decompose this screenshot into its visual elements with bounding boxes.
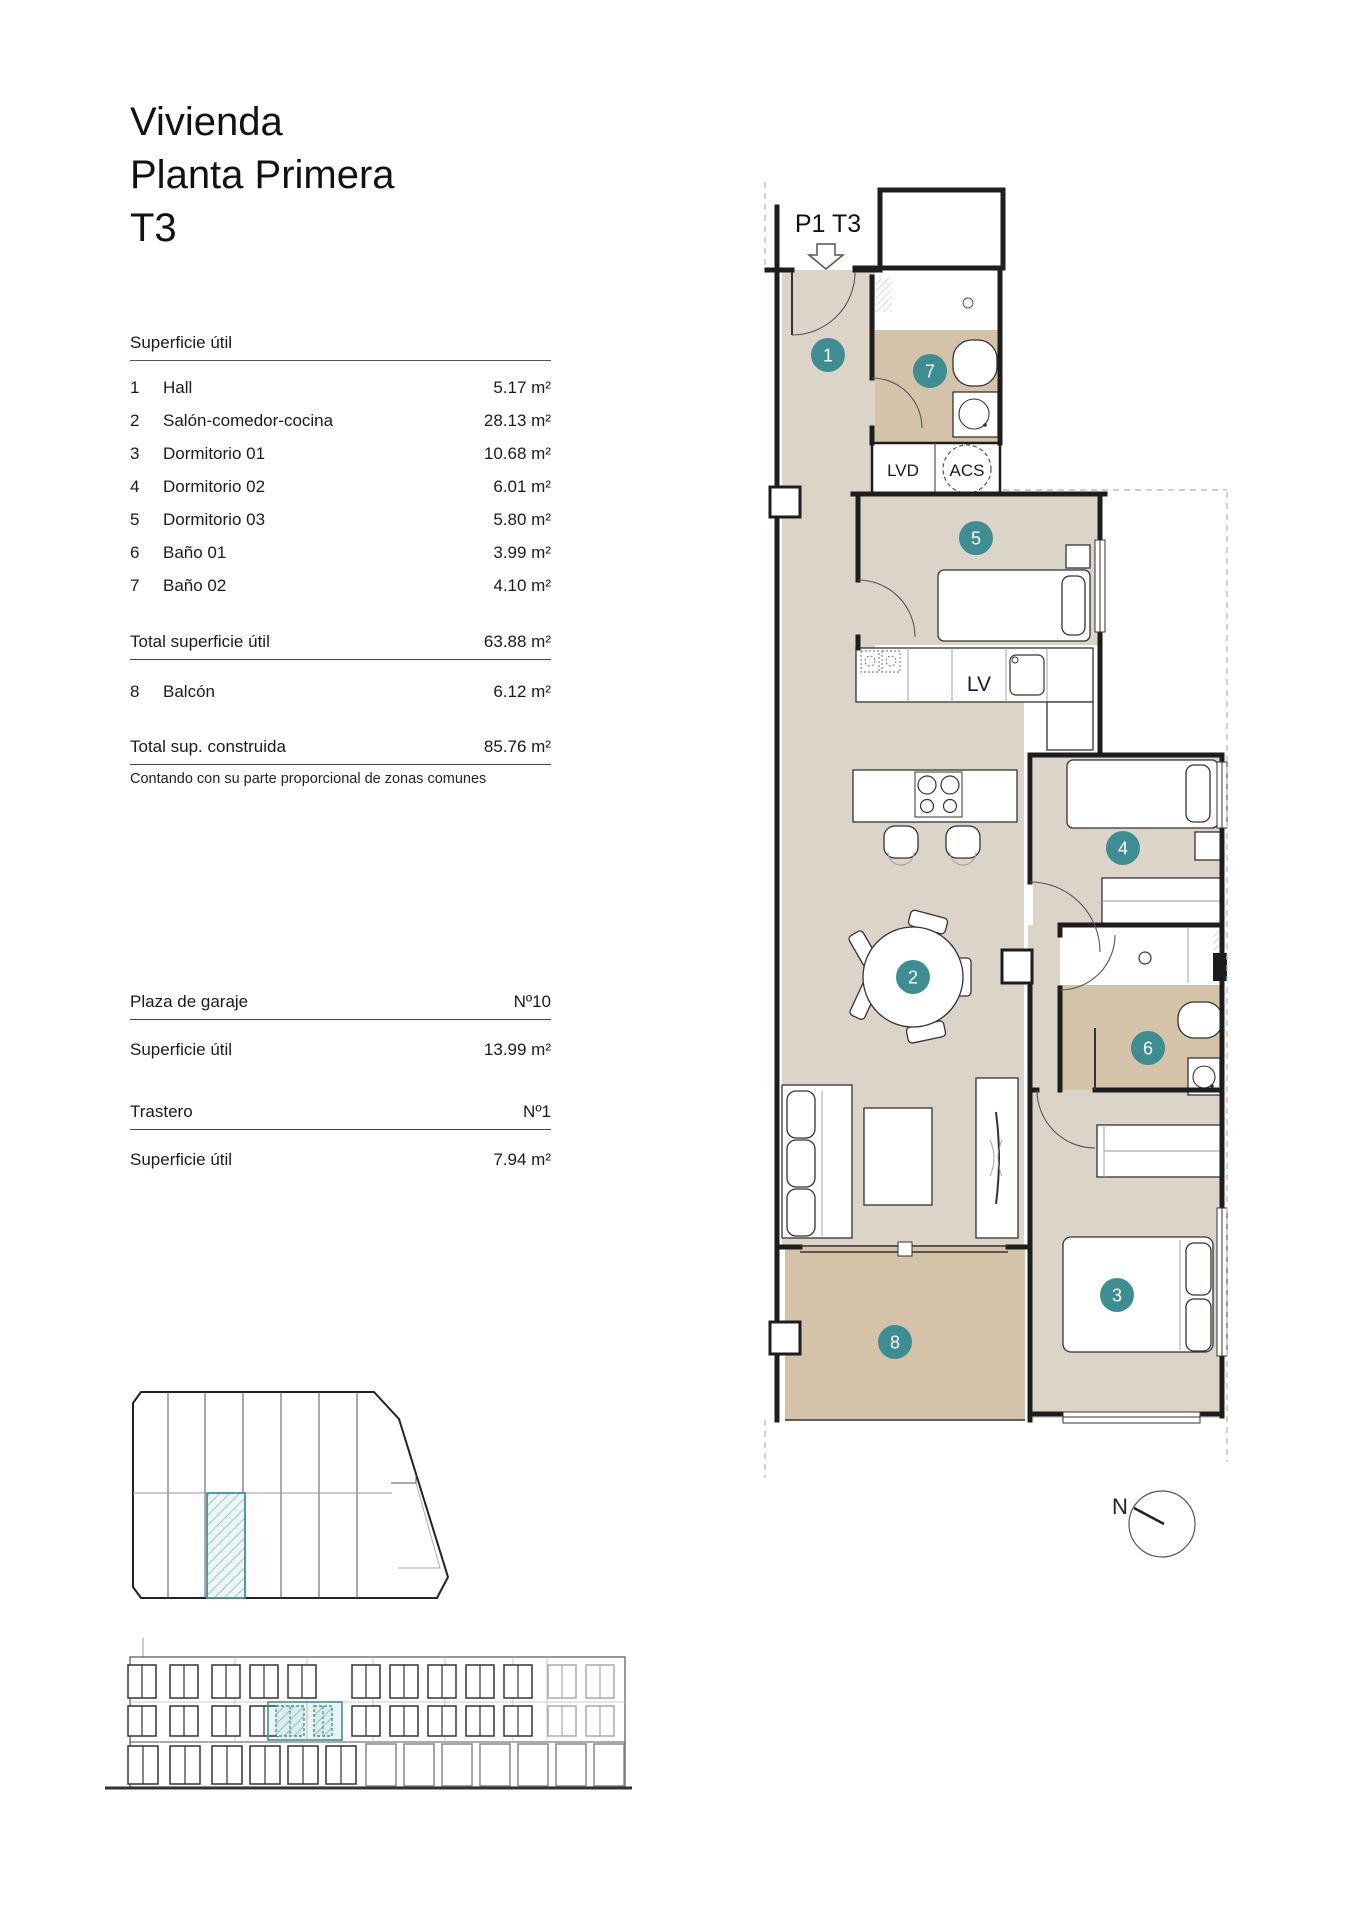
garage-area-value: 13.99 m² (483, 1040, 551, 1059)
lvd-label: LVD (887, 461, 919, 480)
entrance-arrow-icon (809, 244, 843, 269)
north-compass (1112, 1491, 1195, 1557)
bed-dormitorio-01 (1063, 1237, 1213, 1352)
storage-number: Nº1 (523, 1102, 551, 1121)
unit-elevation-highlight (268, 1702, 342, 1740)
svg-text:6: 6 (1142, 1038, 1154, 1059)
storage-area-label: Superficie útil (130, 1150, 233, 1169)
row-name: Baño 01 (163, 543, 227, 562)
svg-text:5: 5 (970, 528, 982, 549)
coffee-table (864, 1108, 932, 1205)
tv-unit (976, 1078, 1018, 1238)
row-name: Balcón (163, 682, 215, 701)
row-name: Dormitorio 03 (163, 510, 266, 529)
room-marker-bano-02 (913, 354, 947, 388)
total-value: 63.88 m² (483, 632, 551, 651)
room-marker-hall (811, 338, 845, 372)
built-area-note: Contando con su parte proporcional de zonas comunes (130, 771, 487, 787)
row-num: 5 (130, 510, 140, 529)
kitchen-sink (1010, 655, 1044, 695)
floor-plan (765, 182, 1227, 1478)
row-name: Baño 02 (163, 576, 227, 595)
site-key-plan (133, 1392, 448, 1598)
svg-text:1: 1 (822, 345, 834, 366)
row-num: 4 (130, 477, 140, 496)
acs-label: ACS (949, 461, 985, 480)
sofa (782, 1085, 852, 1238)
garage-area-label: Superficie útil (130, 1040, 233, 1059)
wardrobe-dormitorio-02 (1102, 878, 1222, 925)
row-name: Dormitorio 01 (163, 444, 266, 463)
svg-text:4: 4 (1117, 838, 1129, 859)
room-marker-dormitorio-02 (1106, 831, 1140, 865)
room-marker-bano-01 (1131, 1031, 1165, 1065)
washbasin (953, 392, 998, 437)
row-value: 5.17 m² (493, 378, 551, 397)
duct-hatch (876, 278, 892, 312)
row-name: Hall (163, 378, 193, 397)
svg-text:8: 8 (889, 1332, 901, 1353)
unit-label: P1 T3 (794, 210, 862, 238)
storage-area-value: 7.94 m² (493, 1150, 551, 1169)
row-num: 2 (130, 411, 140, 430)
bathtub (953, 340, 997, 386)
row-num: 1 (130, 378, 140, 397)
dishwasher-label: LV (966, 673, 992, 696)
row-num: 6 (130, 543, 140, 562)
svg-text:7: 7 (924, 361, 936, 382)
built-label: Total sup. construida (130, 737, 286, 756)
title-line-2: Planta Primera (130, 153, 395, 197)
row-value: 6.12 m² (493, 682, 551, 701)
room-marker-dormitorio-03 (959, 521, 993, 555)
wardrobe-dormitorio-01 (1097, 1125, 1222, 1177)
garage-label: Plaza de garaje (130, 992, 249, 1011)
svg-text:3: 3 (1111, 1285, 1123, 1306)
row-value: 4.10 m² (493, 576, 551, 595)
row-name: Dormitorio 02 (163, 477, 266, 496)
room-marker-balcon (878, 1325, 912, 1359)
building-elevation (105, 1638, 632, 1788)
unit-location-highlight (207, 1493, 245, 1598)
row-value: 6.01 m² (493, 477, 551, 496)
utility-cupboard (872, 443, 1000, 494)
row-num: 3 (130, 444, 140, 463)
bathtub (1178, 1002, 1222, 1038)
column (1002, 950, 1032, 983)
storage-label: Trastero (130, 1102, 193, 1121)
title-line-1: Vivienda (130, 100, 283, 144)
north-label: N (1112, 1494, 1128, 1519)
room-marker-dormitorio-01 (1100, 1278, 1134, 1312)
row-name: Salón-comedor-cocina (163, 411, 334, 430)
svg-text:2: 2 (907, 967, 919, 988)
total-label: Total superficie útil (130, 632, 270, 651)
row-value: 28.13 m² (483, 411, 551, 430)
title-line-3: T3 (130, 206, 177, 250)
garage-number: Nº10 (513, 992, 551, 1011)
row-num: 8 (130, 682, 140, 701)
area-table-header: Superficie útil (130, 333, 551, 361)
room-marker-salon (896, 960, 930, 994)
row-value: 5.80 m² (493, 510, 551, 529)
row-num: 7 (130, 576, 140, 595)
row-value: 10.68 m² (483, 444, 551, 463)
built-value: 85.76 m² (483, 737, 551, 756)
row-value: 3.99 m² (493, 543, 551, 562)
